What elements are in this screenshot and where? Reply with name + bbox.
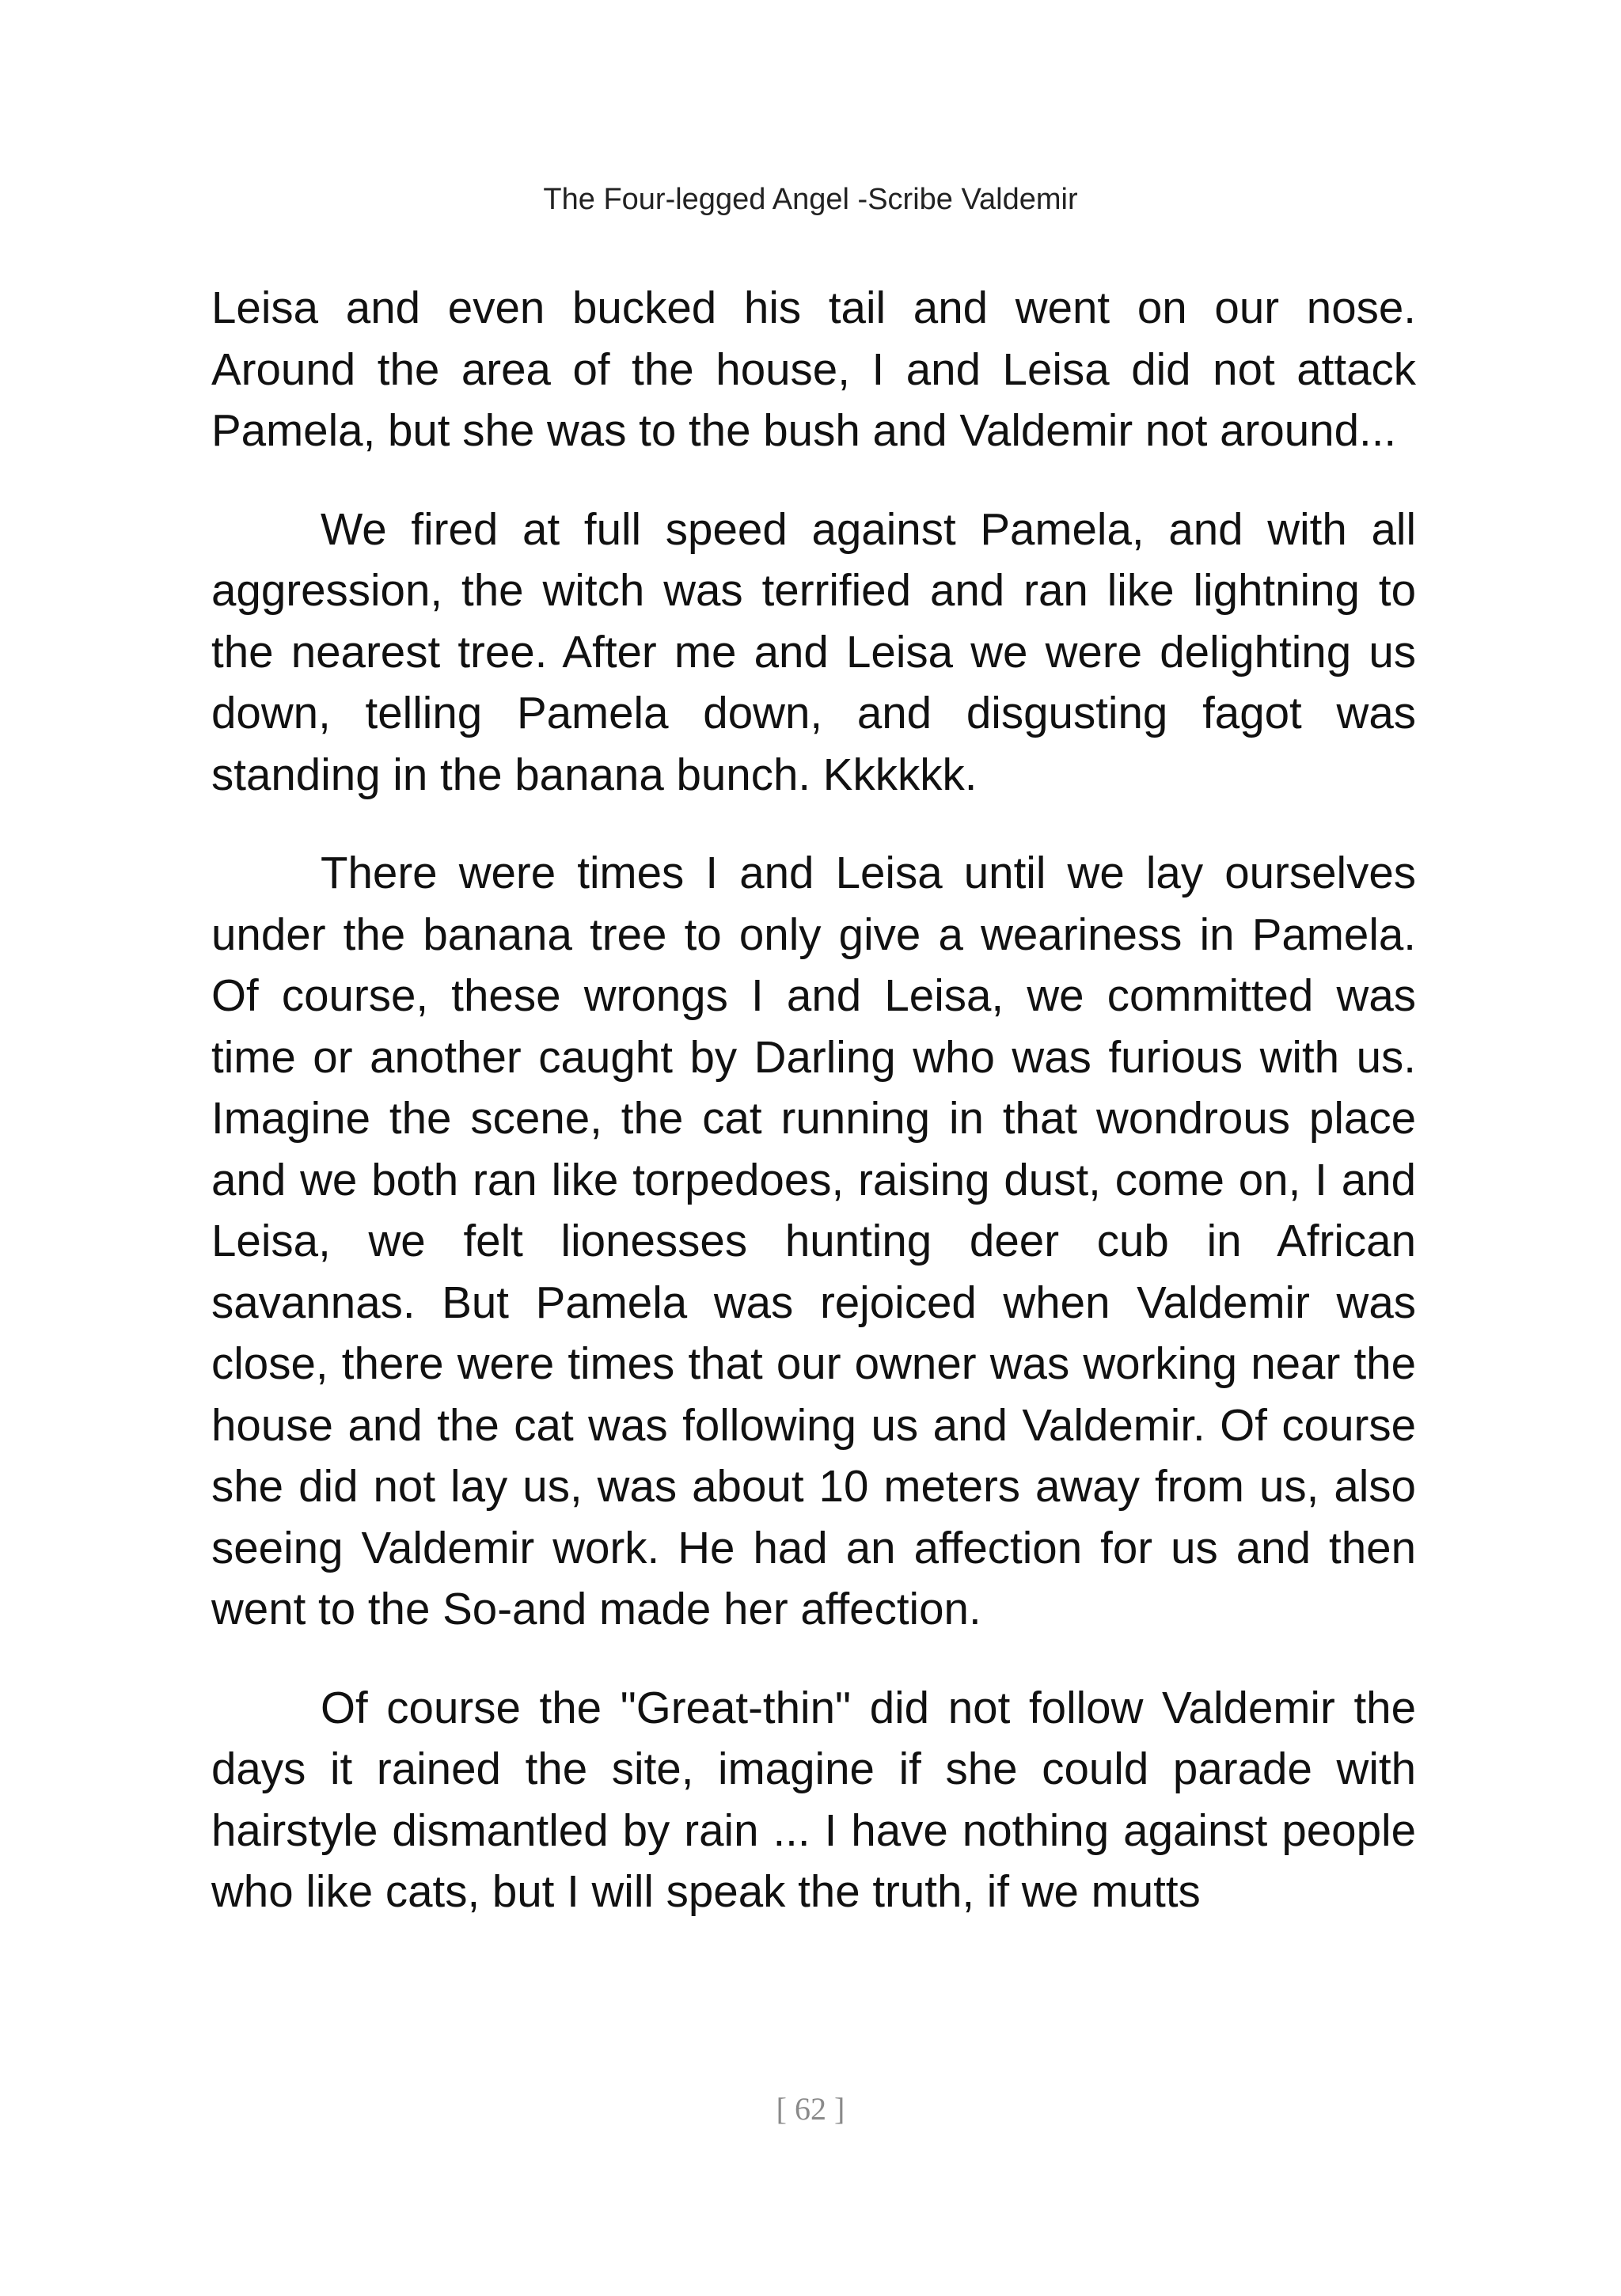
running-header: The Four-legged Angel -Scribe Valdemir <box>543 183 1078 216</box>
page-number: [ 62 ] <box>776 2091 845 2127</box>
paragraph: There were times I and Leisa until we lay ourselves under the banana tree to only give a weariness in Pamela. Of course, these wrongs I and Leisa, we committed was time or another caught by Darling who was furious with us. Imagine the scene, the cat running in that wondrous place and we both ran like torpedoes, raising dust, come on, I and Leisa, we felt lionesses hunting deer cub in African savannas. But Pamela was rejoiced when Valdemir was close, there were times that our owner was working near the house and the cat was following us and Valdemir. Of course she did not lay us, was about 10 meters away from us, also seeing Valdemir work. He had an affection for us and then went to the So-and made her affection. <box>211 848 1416 1634</box>
paragraph: Of course the "Great-thin" did not follow Valdemir the days it rained the site, imagine if she could parade with hairstyle dismantled by rain ... I have nothing against people who like cats, but I will speak the truth, if we mutts <box>211 1682 1416 1916</box>
paragraph-continued: Leisa and even bucked his tail and went on our nose. Around the area of the house, I and Leisa did not attack Pamela, but she was to the bush and Valdemir not around... <box>211 283 1416 455</box>
paragraph: We fired at full speed against Pamela, and with all aggression, the witch was terrified and ran like lightning to the nearest tree. After me and Leisa we were delighting us down, telling Pamela down, and disgusting fagot was standing in the banana bunch. Kkkkkk. <box>211 503 1416 799</box>
body-text <box>211 277 1416 1960</box>
